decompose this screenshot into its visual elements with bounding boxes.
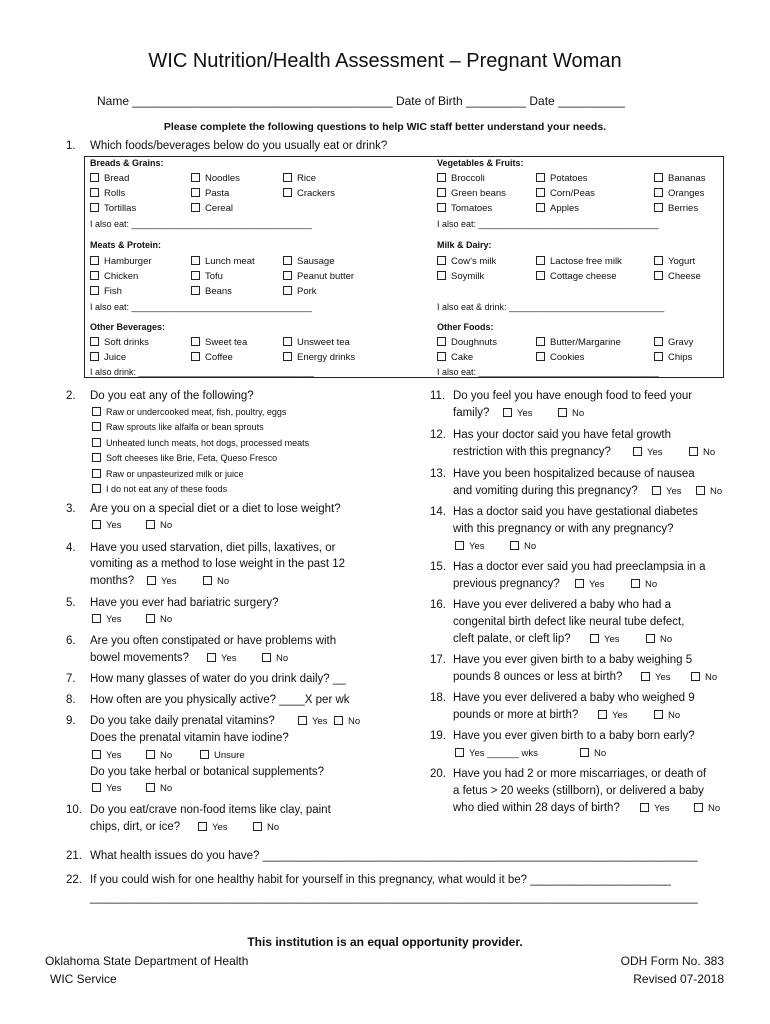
q6-line2: bowel movements? (90, 652, 190, 664)
checkbox-icon (92, 520, 101, 529)
checkbox-icon (334, 716, 343, 725)
checkbox-icon (536, 173, 545, 182)
q5-no[interactable]: No (146, 614, 172, 625)
q6-no[interactable]: No (262, 653, 288, 664)
checkbox-icon (92, 783, 101, 792)
checkbox-icon (633, 447, 642, 456)
q15-yes[interactable]: Yes (575, 579, 605, 590)
checkbox-icon (191, 173, 200, 182)
checkbox-yogurt[interactable]: Yogurt (654, 256, 695, 267)
checkbox-icon (90, 352, 99, 361)
checkbox-lactose-free-milk[interactable]: Lactose free milk (536, 256, 622, 267)
checkbox-icon (437, 256, 446, 265)
q13-line1: Have you been hospitalized because of nausea (453, 468, 695, 480)
q15-line2: previous pregnancy? (453, 578, 560, 590)
checkbox-doughnuts[interactable]: Doughnuts (437, 337, 497, 348)
checkbox-icon (146, 520, 155, 529)
q18-no[interactable]: No (654, 710, 680, 721)
checkbox-icon (191, 256, 200, 265)
checkbox-icon (536, 271, 545, 280)
checkbox-noodles[interactable]: Noodles (191, 173, 240, 184)
checkbox-icon (146, 614, 155, 623)
q13-yes[interactable]: Yes (652, 486, 682, 497)
page-title: WIC Nutrition/Health Assessment – Pregnant Woman (148, 50, 622, 72)
checkbox-icon (580, 748, 589, 757)
q9-iodine-no[interactable]: No (146, 750, 172, 761)
checkbox-icon (90, 286, 99, 295)
q21-number: 21. (66, 850, 82, 862)
milk-also-eat-drink[interactable]: I also eat & drink: _______________________________ (437, 302, 665, 312)
q9-vitamins-no[interactable]: No (334, 716, 360, 727)
checkbox-icon (536, 203, 545, 212)
q1-text: Which foods/beverages below do you usually eat or drink? (90, 140, 388, 152)
checkbox-beans[interactable]: Beans (191, 286, 232, 297)
q14-line2: with this pregnancy or with any pregnancy? (453, 523, 674, 535)
checkbox-crackers[interactable]: Crackers (283, 188, 335, 199)
equal-opportunity-statement: This institution is an equal opportunity provider. (247, 935, 523, 949)
checkbox-icon (641, 672, 650, 681)
checkbox-icon (92, 438, 101, 447)
q10-yes[interactable]: Yes (198, 822, 228, 833)
q17-yes[interactable]: Yes (641, 672, 671, 683)
org-name: Oklahoma State Department of Health (45, 954, 249, 968)
checkbox-icon (437, 203, 446, 212)
checkbox-pork[interactable]: Pork (283, 286, 317, 297)
breads-header: Breads & Grains: (90, 158, 164, 168)
checkbox-icon (575, 579, 584, 588)
q9-iodine-yes[interactable]: Yes (92, 750, 122, 761)
breads-also-eat[interactable]: I also eat: ____________________________________ (90, 219, 312, 229)
checkbox-berries[interactable]: Berries (654, 203, 698, 214)
checkbox-icon (654, 173, 663, 182)
q16-line3: cleft palate, or cleft lip? (453, 633, 571, 645)
checkbox-oranges[interactable]: Oranges (654, 188, 704, 199)
checkbox-icon (691, 672, 700, 681)
q9-herbal-text: Do you take herbal or botanical supplements? (90, 766, 324, 778)
checkbox-icon (203, 576, 212, 585)
q3-text: Are you on a special diet or a diet to lose weight? (90, 503, 341, 515)
checkbox-icon (598, 710, 607, 719)
checkbox-icon (696, 486, 705, 495)
checkbox-juice[interactable]: Juice (90, 352, 126, 363)
checkbox-icon (92, 469, 101, 478)
checkbox-icon (92, 614, 101, 623)
q16-line1: Have you ever delivered a baby who had a (453, 599, 672, 611)
checkbox-icon (298, 716, 307, 725)
q2-number: 2. (66, 390, 76, 402)
q16-line2: congenital birth defect like neural tube defect, (453, 616, 685, 628)
checkbox-icon (92, 484, 101, 493)
q14-no[interactable]: No (510, 541, 536, 552)
checkbox-icon (146, 750, 155, 759)
checkbox-icon (646, 634, 655, 643)
checkbox-sausage[interactable]: Sausage (283, 256, 335, 267)
q11-line1: Do you feel you have enough food to feed your (453, 390, 693, 402)
q1-number: 1. (66, 140, 76, 152)
checkbox-tomatoes[interactable]: Tomatoes (437, 203, 492, 214)
checkbox-cottage-cheese[interactable]: Cottage cheese (536, 271, 617, 282)
instructions: Please complete the following questions to help WIC staff better understand your needs. (163, 121, 607, 133)
checkbox-icon (437, 352, 446, 361)
checkbox-icon (283, 286, 292, 295)
q6-yes[interactable]: Yes (207, 653, 237, 664)
checkbox-icon (283, 271, 292, 280)
q11-line2: family? (453, 407, 490, 419)
q7-text[interactable]: How many glasses of water do you drink daily? __ (90, 673, 346, 685)
checkbox-icon (191, 188, 200, 197)
checkbox-icon (90, 337, 99, 346)
checkbox-icon (640, 803, 649, 812)
checkbox-potatoes[interactable]: Potatoes (536, 173, 588, 184)
q20-line3: who died within 28 days of birth? (453, 802, 620, 814)
checkbox-icon (92, 422, 101, 431)
checkbox-bread[interactable]: Bread (90, 173, 129, 184)
q15-line1: Has a doctor ever said you had preeclampsia in a (453, 561, 706, 573)
checkbox-icon (654, 352, 663, 361)
q4-line2: vomiting as a method to lose weight in the past 12 (90, 558, 346, 570)
q5-number: 5. (66, 597, 76, 609)
checkbox-icon (191, 203, 200, 212)
checkbox-energy-drinks[interactable]: Energy drinks (283, 352, 355, 363)
checkbox-icon (92, 750, 101, 759)
checkbox-icon (455, 748, 464, 757)
q14-line1: Has a doctor said you have gestational diabetes (453, 506, 698, 518)
q14-yes[interactable]: Yes (455, 541, 485, 552)
q2-option-raw-sprouts[interactable]: Raw sprouts like alfalfa or bean sprouts (92, 422, 264, 432)
checkbox-icon (90, 173, 99, 182)
q9-number: 9. (66, 715, 76, 727)
q11-no[interactable]: No (558, 408, 584, 419)
q9-iodine-text: Does the prenatal vitamin have iodine? (90, 732, 289, 744)
checkbox-icon (283, 256, 292, 265)
checkbox-chips[interactable]: Chips (654, 352, 692, 363)
q9-herbal-yes[interactable]: Yes (92, 783, 122, 794)
q18-line1: Have you ever delivered a baby who weighed 9 (453, 692, 695, 704)
org-service: WIC Service (50, 972, 117, 986)
q20-line2: a fetus > 20 weeks (stillborn), or delivered a baby (453, 785, 704, 797)
q17-line1: Have you ever given birth to a baby weighing 5 (453, 654, 693, 666)
checkbox-icon (694, 803, 703, 812)
q4-no[interactable]: No (203, 576, 229, 587)
q15-number: 15. (430, 561, 446, 573)
checkbox-icon (536, 352, 545, 361)
q2-option-raw-milk[interactable]: Raw or unpasteurized milk or juice (92, 469, 244, 479)
checkbox-icon (200, 750, 209, 759)
checkbox-rolls[interactable]: Rolls (90, 188, 125, 199)
checkbox-icon (536, 256, 545, 265)
checkbox-cake[interactable]: Cake (437, 352, 473, 363)
q2-option-raw-meat[interactable]: Raw or undercooked meat, fish, poultry, eggs (92, 407, 286, 417)
checkbox-icon (654, 337, 663, 346)
q2-option-none[interactable]: I do not eat any of these foods (92, 484, 227, 494)
milk-header: Milk & Dairy: (437, 240, 492, 250)
q5-text: Have you ever had bariatric surgery? (90, 597, 279, 609)
checkbox-icon (146, 783, 155, 792)
checkbox-icon (503, 408, 512, 417)
checkbox-icon (652, 486, 661, 495)
checkbox-icon (283, 352, 292, 361)
q16-yes[interactable]: Yes (590, 634, 620, 645)
q3-no[interactable]: No (146, 520, 172, 531)
q16-number: 16. (430, 599, 446, 611)
q16-no[interactable]: No (646, 634, 672, 645)
q4-line1: Have you used starvation, diet pills, laxatives, or (90, 542, 336, 554)
checkbox-butter-margarine[interactable]: Butter/Margarine (536, 337, 621, 348)
meats-header: Meats & Protein: (90, 240, 162, 250)
checkbox-pasta[interactable]: Pasta (191, 188, 229, 199)
checkbox-icon (92, 453, 101, 462)
checkbox-icon (191, 352, 200, 361)
checkbox-icon (90, 256, 99, 265)
q9-text: Do you take daily prenatal vitamins? (90, 715, 275, 727)
q22-number: 22. (66, 874, 82, 886)
q22-answer-line[interactable]: _______________________________________________________________________________________________ (90, 892, 698, 904)
checkbox-icon (654, 256, 663, 265)
checkbox-icon (437, 271, 446, 280)
q8-text[interactable]: How often are you physically active? ____X per wk (90, 694, 350, 706)
checkbox-soymilk[interactable]: Soymilk (437, 271, 484, 282)
checkbox-icon (191, 286, 200, 295)
checkbox-icon (90, 271, 99, 280)
q2-option-soft-cheeses[interactable]: Soft cheeses like Brie, Feta, Queso Fresco (92, 453, 277, 463)
checkbox-cereal[interactable]: Cereal (191, 203, 233, 214)
checkbox-icon (437, 337, 446, 346)
checkbox-chicken[interactable]: Chicken (90, 271, 138, 282)
q7-number: 7. (66, 673, 76, 685)
other-foods-header: Other Foods: (437, 322, 494, 332)
beverages-header: Other Beverages: (90, 322, 166, 332)
q9-iodine-unsure[interactable]: Unsure (200, 750, 245, 761)
checkbox-tortillas[interactable]: Tortillas (90, 203, 136, 214)
q4-line3: months? (90, 575, 135, 587)
checkbox-icon (437, 188, 446, 197)
q17-line2: pounds 8 ounces or less at birth? (453, 671, 623, 683)
checkbox-icon (510, 541, 519, 550)
q11-number: 11. (430, 390, 446, 402)
q17-no[interactable]: No (691, 672, 717, 683)
q13-number: 13. (430, 468, 446, 480)
q19-yes-weeks[interactable]: Yes ______ wks (455, 748, 538, 759)
checkbox-icon (283, 173, 292, 182)
meats-also-eat[interactable]: I also eat: ____________________________________ (90, 302, 312, 312)
q20-line1: Have you had 2 or more miscarriages, or death of (453, 768, 707, 780)
q19-line1: Have you ever given birth to a baby born early? (453, 730, 695, 742)
q17-number: 17. (430, 654, 446, 666)
checkbox-soft-drinks[interactable]: Soft drinks (90, 337, 149, 348)
q10-line2: chips, dirt, or ice? (90, 821, 181, 833)
checkbox-icon (654, 271, 663, 280)
checkbox-peanut-butter[interactable]: Peanut butter (283, 271, 354, 282)
q5-yes[interactable]: Yes (92, 614, 122, 625)
q8-number: 8. (66, 694, 76, 706)
checkbox-icon (92, 407, 101, 416)
checkbox-rice[interactable]: Rice (283, 173, 316, 184)
checkbox-icon (590, 634, 599, 643)
q19-no[interactable]: No (580, 748, 606, 759)
q14-number: 14. (430, 506, 446, 518)
food-checklist-box (84, 156, 724, 378)
other-foods-also-eat[interactable]: I also eat: ____________________________________ (437, 367, 659, 377)
q20-number: 20. (430, 768, 446, 780)
q6-number: 6. (66, 635, 76, 647)
checkbox-cows-milk[interactable]: Cow’s milk (437, 256, 496, 267)
checkbox-icon (191, 271, 200, 280)
q21-text[interactable]: What health issues do you have? ____________________________________________________________________ (90, 850, 698, 862)
checkbox-icon (147, 576, 156, 585)
checkbox-icon (689, 447, 698, 456)
q12-line2: restriction with this pregnancy? (453, 446, 611, 458)
checkbox-fish[interactable]: Fish (90, 286, 122, 297)
checkbox-icon (207, 653, 216, 662)
checkbox-icon (536, 188, 545, 197)
checkbox-coffee[interactable]: Coffee (191, 352, 233, 363)
checkbox-broccoli[interactable]: Broccoli (437, 173, 485, 184)
checkbox-icon (283, 337, 292, 346)
checkbox-icon (191, 337, 200, 346)
checkbox-apples[interactable]: Apples (536, 203, 579, 214)
checkbox-icon (90, 188, 99, 197)
q13-line2: and vomiting during this pregnancy? (453, 485, 638, 497)
q19-number: 19. (430, 730, 446, 742)
q11-yes[interactable]: Yes (503, 408, 533, 419)
checkbox-cheese[interactable]: Cheese (654, 271, 701, 282)
checkbox-lunch-meat[interactable]: Lunch meat (191, 256, 255, 267)
checkbox-icon (198, 822, 207, 831)
checkbox-corn-peas[interactable]: Corn/Peas (536, 188, 595, 199)
checkbox-icon (262, 653, 271, 662)
beverages-also-drink[interactable]: I also drink: ___________________________________ (90, 367, 314, 377)
q12-line1: Has your doctor said you have fetal growth (453, 429, 671, 441)
checkbox-icon (536, 337, 545, 346)
checkbox-icon (455, 541, 464, 550)
checkbox-hamburger[interactable]: Hamburger (90, 256, 152, 267)
checkbox-sweet-tea[interactable]: Sweet tea (191, 337, 247, 348)
q20-no[interactable]: No (694, 803, 720, 814)
q20-yes[interactable]: Yes (640, 803, 670, 814)
checkbox-unsweet-tea[interactable]: Unsweet tea (283, 337, 350, 348)
checkbox-cookies[interactable]: Cookies (536, 352, 584, 363)
q10-no[interactable]: No (253, 822, 279, 833)
name-dob-date-line[interactable]: Name _______________________________________ Date of Birth _________ Date __________ (97, 94, 625, 108)
q9-herbal-no[interactable]: No (146, 783, 172, 794)
checkbox-tofu[interactable]: Tofu (191, 271, 223, 282)
checkbox-icon (654, 710, 663, 719)
q22-text[interactable]: If you could wish for one healthy habit for yourself in this pregnancy, what would it be? ______________________ (90, 874, 671, 886)
q4-number: 4. (66, 542, 76, 554)
veg-header: Vegetables & Fruits: (437, 158, 524, 168)
veg-also-eat[interactable]: I also eat: ____________________________________ (437, 219, 659, 229)
q2-text: Do you eat any of the following? (90, 390, 254, 402)
revision-date: Revised 07-2018 (633, 972, 724, 986)
q2-option-unheated-meats[interactable]: Unheated lunch meats, hot dogs, processed meats (92, 438, 309, 448)
q3-yes[interactable]: Yes (92, 520, 122, 531)
q3-number: 3. (66, 503, 76, 515)
q9-vitamins-yes[interactable]: Yes (298, 716, 328, 727)
form-number: ODH Form No. 383 (620, 954, 724, 968)
checkbox-icon (631, 579, 640, 588)
q10-line1: Do you eat/crave non-food items like clay, paint (90, 804, 331, 816)
checkbox-icon (654, 203, 663, 212)
checkbox-icon (437, 173, 446, 182)
q12-number: 12. (430, 429, 446, 441)
checkbox-icon (90, 203, 99, 212)
q6-line1: Are you often constipated or have problems with (90, 635, 337, 647)
checkbox-icon (558, 408, 567, 417)
q18-yes[interactable]: Yes (598, 710, 628, 721)
checkbox-gravy[interactable]: Gravy (654, 337, 693, 348)
q15-no[interactable]: No (631, 579, 657, 590)
q12-yes[interactable]: Yes (633, 447, 663, 458)
q18-line2: pounds or more at birth? (453, 709, 579, 721)
q4-yes[interactable]: Yes (147, 576, 177, 587)
q18-number: 18. (430, 692, 446, 704)
checkbox-icon (283, 188, 292, 197)
q13-no[interactable]: No (696, 486, 722, 497)
checkbox-icon (253, 822, 262, 831)
q10-number: 10. (66, 804, 82, 816)
q12-no[interactable]: No (689, 447, 715, 458)
checkbox-green-beans[interactable]: Green beans (437, 188, 506, 199)
checkbox-icon (654, 188, 663, 197)
checkbox-bananas[interactable]: Bananas (654, 173, 706, 184)
